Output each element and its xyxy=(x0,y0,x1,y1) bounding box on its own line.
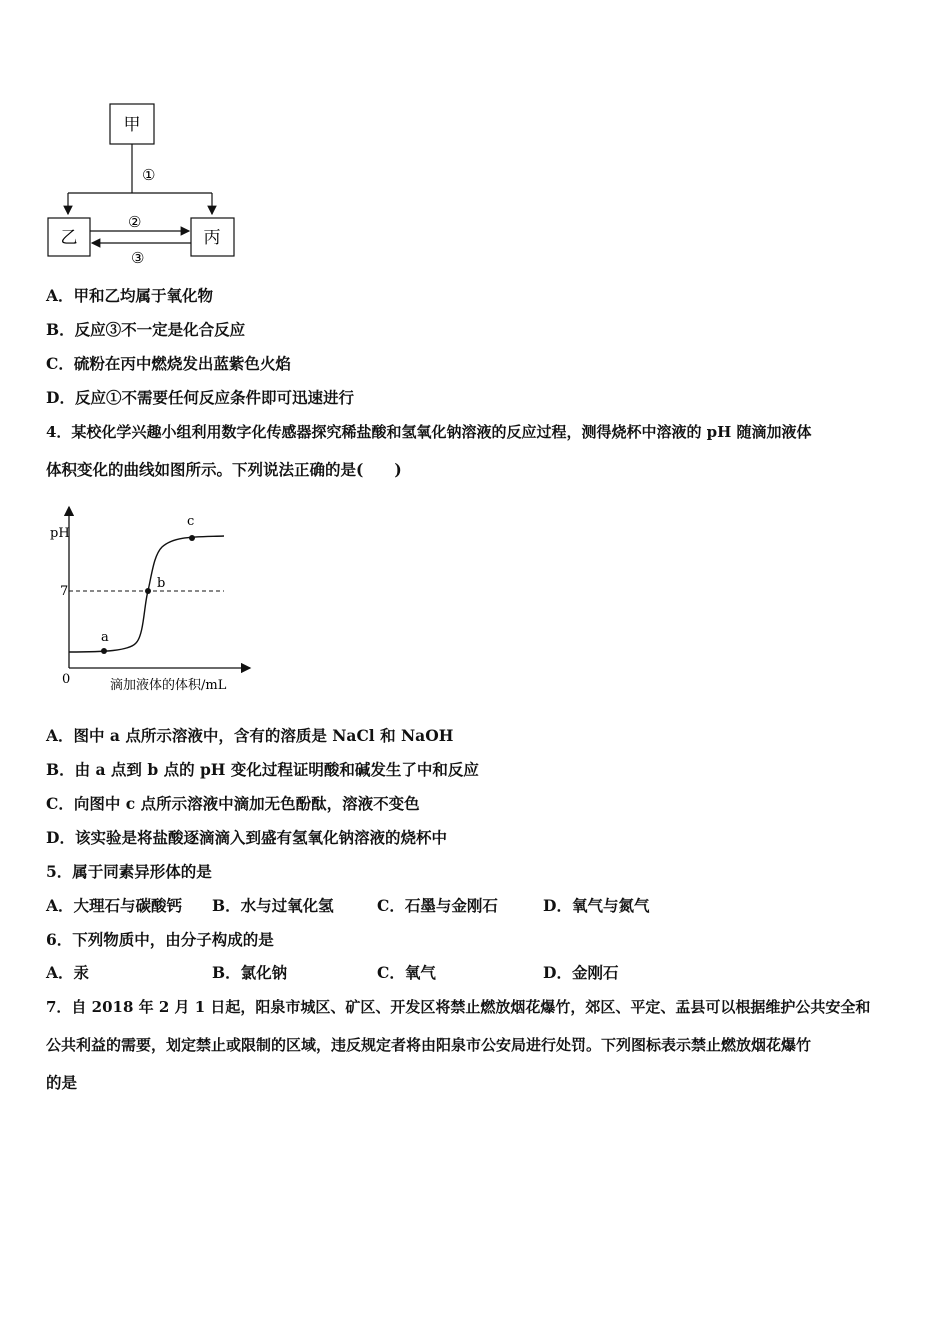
q5-option-c: C．石墨与金刚石 xyxy=(377,896,498,915)
q6-option-b: B．氯化钠 xyxy=(212,963,288,982)
q5-option-a: A．大理石与碳酸钙 xyxy=(46,896,183,915)
q5-option-b: B．水与过氧化氢 xyxy=(212,896,334,915)
point-a-marker xyxy=(101,648,107,654)
q4-option-c: C．向图中 c 点所示溶液中滴加无色酚酞，溶液不变色 xyxy=(46,794,420,813)
reaction-flow-diagram xyxy=(40,100,300,270)
reaction-1-label: ① xyxy=(142,166,156,184)
q6-option-c: C．氧气 xyxy=(377,963,436,982)
point-c-label: c xyxy=(187,514,195,529)
q4-stem-line2: 体积变化的曲线如图所示。下列说法正确的是( ) xyxy=(46,460,402,479)
reaction-2-label: ② xyxy=(128,213,142,231)
y-axis-label: pH xyxy=(50,526,70,541)
q6-option-a: A．汞 xyxy=(46,963,90,982)
q5-options-row xyxy=(46,896,926,916)
node-bing-label: 丙 xyxy=(203,228,221,248)
point-b-marker xyxy=(145,588,151,594)
q6-option-d: D．金刚石 xyxy=(543,963,619,982)
q7-stem-line3: 的是 xyxy=(46,1073,78,1092)
q6-options-row xyxy=(46,963,926,983)
node-jia-label: 甲 xyxy=(123,115,141,135)
q4-option-d: D．该实验是将盐酸逐滴滴入到盛有氢氧化钠溶液的烧杯中 xyxy=(46,828,447,847)
q3-option-b: B．反应③不一定是化合反应 xyxy=(46,320,246,339)
q3-option-d: D．反应①不需要任何反应条件即可迅速进行 xyxy=(46,388,354,407)
q3-option-a: A．甲和乙均属于氧化物 xyxy=(46,286,214,305)
origin-label: 0 xyxy=(62,672,71,687)
q5-option-d: D．氧气与氮气 xyxy=(543,896,650,915)
q4-stem-line1: 4．某校化学兴趣小组利用数字化传感器探究稀盐酸和氢氧化钠溶液的反应过程，测得烧杯中溶液的 pH 随滴加液体 xyxy=(46,423,812,441)
x-axis-label: 滴加液体的体积/mL xyxy=(110,678,227,693)
reaction-3-label: ③ xyxy=(131,249,145,267)
ph-curve-series xyxy=(69,536,224,652)
q5-stem: 5．属于同素异形体的是 xyxy=(46,862,212,881)
y-tick-7-label: 7 xyxy=(60,584,69,599)
ph-curve-chart xyxy=(44,503,274,698)
point-b-label: b xyxy=(157,576,166,591)
node-yi-label: 乙 xyxy=(60,228,78,248)
q3-option-c: C．硫粉在丙中燃烧发出蓝紫色火焰 xyxy=(46,354,291,373)
q4-option-a: A．图中 a 点所示溶液中，含有的溶质是 NaCl 和 NaOH xyxy=(46,726,454,745)
point-c-marker xyxy=(189,535,195,541)
point-a-label: a xyxy=(101,630,109,645)
q7-stem-line2: 公共利益的需要，划定禁止或限制的区域，违反规定者将由阳泉市公安局进行处罚。下列图标表示禁止燃放烟花爆竹 xyxy=(46,1036,812,1054)
q6-stem: 6．下列物质中，由分子构成的是 xyxy=(46,930,274,949)
q4-option-b: B．由 a 点到 b 点的 pH 变化过程证明酸和碱发生了中和反应 xyxy=(46,760,479,779)
q7-stem-line1: 7．自 2018 年 2 月 1 日起，阳泉市城区、矿区、开发区将禁止燃放烟花爆竹，郊区、平定、盂县可以根据维护公共安全和 xyxy=(46,998,871,1016)
